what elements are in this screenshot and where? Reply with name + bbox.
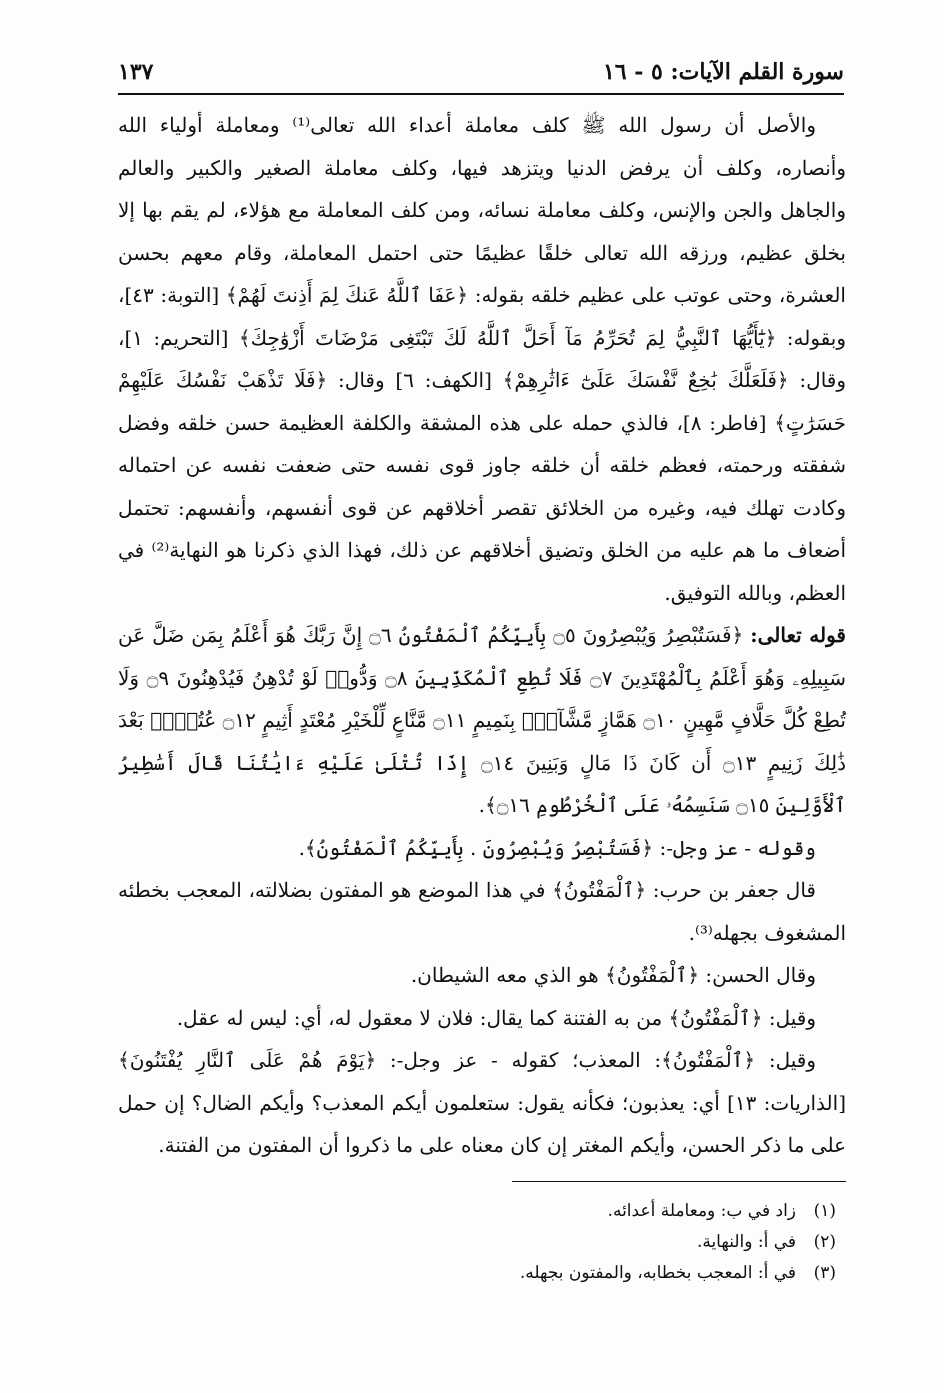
footnote-text: في أ: والنهاية.	[696, 1232, 796, 1252]
footnote-number: (١)	[813, 1201, 836, 1221]
intro-paragraph: والأصل أن رسول الله ﷺ كلف معاملة أعداء الله تعالى⁽¹⁾ ومعاملة أولياء الله وأنصاره، وكلف أن يرفض الدنيا ويتزهد فيها، وكلف معاملة الصغير والكبير والعالم والجاهل والجن والإنس، وكلف معاملة نسائه، ومن كلف المعاملة مع هؤلاء، لم يقم بها إلا بخلق عظيم، ورزقه الله تعالى خلقًا عظيمًا حتى احتمل المعاملة، وقام معهم بحسن العشرة، وحتى عوتب على عظيم خلقه بقوله: ﴿عَفَا ٱللَّهُ عَنكَ لِمَ أَذِنتَ لَهُمْ﴾ [التوبة: ٤٣]، وبقوله: ﴿يَٰٓأَيُّهَا ٱلنَّبِيُّ لِمَ تُحَرِّمُ مَآ أَحَلَّ ٱللَّهُ لَكَ تَبْتَغِى مَرْضَاتَ أَزْوَٰجِكَ﴾ [التحريم: ١]، وقال: ﴿فَلَعَلَّكَ بَٰخِعٌ نَّفْسَكَ عَلَىٰٓ ءَاثَٰرِهِمْ﴾ [الكهف: ٦] وقال: ﴿فَلَا تَذْهَبْ نَفْسُكَ عَلَيْهِمْ حَسَرَٰتٍ﴾ [فاطر: ٨]، فالذي حمله على هذه المشقة والكلفة العظيمة حسن خلقه وفضل شفقته ورحمته، فعظم خلقه أن خلقه جاوز قوى نفسه حتى ضعفت نفسه عن احتماله وكادت تهلك فيه، وغيره من الخلائق تقصر أخلاقهم عن قوى أنفسهم، وأنفسهم: تحتمل أضعاف ما هم عليه من الخلق وتضيق أخلاقهم عن ذلك، فهذا الذي ذكرنا هو النهاية⁽²⁾ في العظم، وبالله التوفيق.	[118, 113, 847, 605]
quran-passage	[118, 614, 846, 827]
footnote-text: في أ: المعجب بخطابه، والمفتون بجهله.	[519, 1263, 796, 1283]
commentary-paragraph: وقيل: ﴿ٱلْمَفْتُونُ﴾: المعذب؛ كقوله - عز وجل-: ﴿يَوْمَ هُمْ عَلَى ٱلنَّارِ يُفْتَنُونَ﴾ [الذاريات: ١٣] أي: يعذبون؛ فكأنه يقول: ستعلمون أيكم المعذب؟ وأيكم الضال؟ إن حمل على ما ذكر الحسن، وأيكم المغتر إن كان معناه على ما ذكروا أن المفتون من الفتنة.	[118, 1048, 847, 1157]
footnote	[118, 1227, 846, 1258]
quran-passage-lead: قوله تعالى:	[750, 623, 846, 647]
footnote-divider	[512, 1181, 846, 1182]
footnote	[118, 1258, 846, 1289]
commentary-paragraph: وقوله - عز وجل-: ﴿فَسَتُبْصِرُ وَيُبْصِرُونَ . بِأَييِّكُمُ ٱلْمَفْتُونُ﴾.	[298, 835, 816, 860]
commentary-paragraph: وقيل: ﴿ٱلْمَفْتُونُ﴾ من به الفتنة كما يقال: فلان لا معقول له، أي: ليس له عقل.	[176, 1005, 816, 1030]
header-divider	[118, 93, 844, 95]
footnote-text: زاد في ب: ومعاملة أعدائه.	[607, 1201, 796, 1221]
footnotes	[118, 1196, 846, 1289]
page-header	[118, 52, 844, 92]
commentary-paragraph: قال جعفر بن حرب: ﴿ٱلْمَفْتُونُ﴾ في هذا الموضع هو المفتون بضلالته، المعجب بخطئه المشغوف بجهله⁽³⁾.	[118, 878, 846, 945]
quran-passage-text: ﴿فَسَتُبْصِرُ وَيُبْصِرُونَ ۝٥ بِأَييِّكُمُ ٱلْمَفْتُونُ ۝٦ إِنَّ رَبَّكَ هُوَ أَعْلَمُ بِمَن ضَلَّ عَن سَبِيلِهِۦ وَهُوَ أَعْلَمُ بِٱلْمُهْتَدِينَ ۝٧ فَلَا تُطِعِ ٱلْمُكَذِّبِينَ ۝٨ وَدُّوا۟ لَوْ تُدْهِنُ فَيُدْهِنُونَ ۝٩ وَلَا تُطِعْ كُلَّ حَلَّافٍ مَّهِينٍ ۝١٠ هَمَّازٍ مَّشَّآءٍۭ بِنَمِيمٍ ۝١١ مَّنَّاعٍ لِّلْخَيْرِ مُعْتَدٍ أَثِيمٍ ۝١٢ عُتُلٍّۭ بَعْدَ ذَٰلِكَ زَنِيمٍ ۝١٣ أَن كَانَ ذَا مَالٍ وَبَنِينَ ۝١٤ إِذَا تُتْلَىٰ عَلَيْهِ ءَايَٰتُنَا قَالَ أَسَٰطِيرُ ٱلْأَوَّلِينَ ۝١٥ سَنَسِمُهُۥ عَلَى ٱلْخُرْطُومِ ۝١٦﴾.	[118, 623, 847, 817]
footnote-number: (٣)	[813, 1263, 836, 1283]
footnote	[118, 1196, 846, 1227]
footnote-number: (٢)	[813, 1232, 836, 1252]
page-number: ١٣٧	[118, 59, 154, 85]
commentary-paragraph: وقال الحسن: ﴿ٱلْمَفْتُونُ﴾ هو الذي معه الشيطان.	[410, 963, 816, 987]
main-text	[118, 104, 846, 1167]
running-title: سورة القلم الآيات: ٥ - ١٦	[602, 59, 844, 85]
